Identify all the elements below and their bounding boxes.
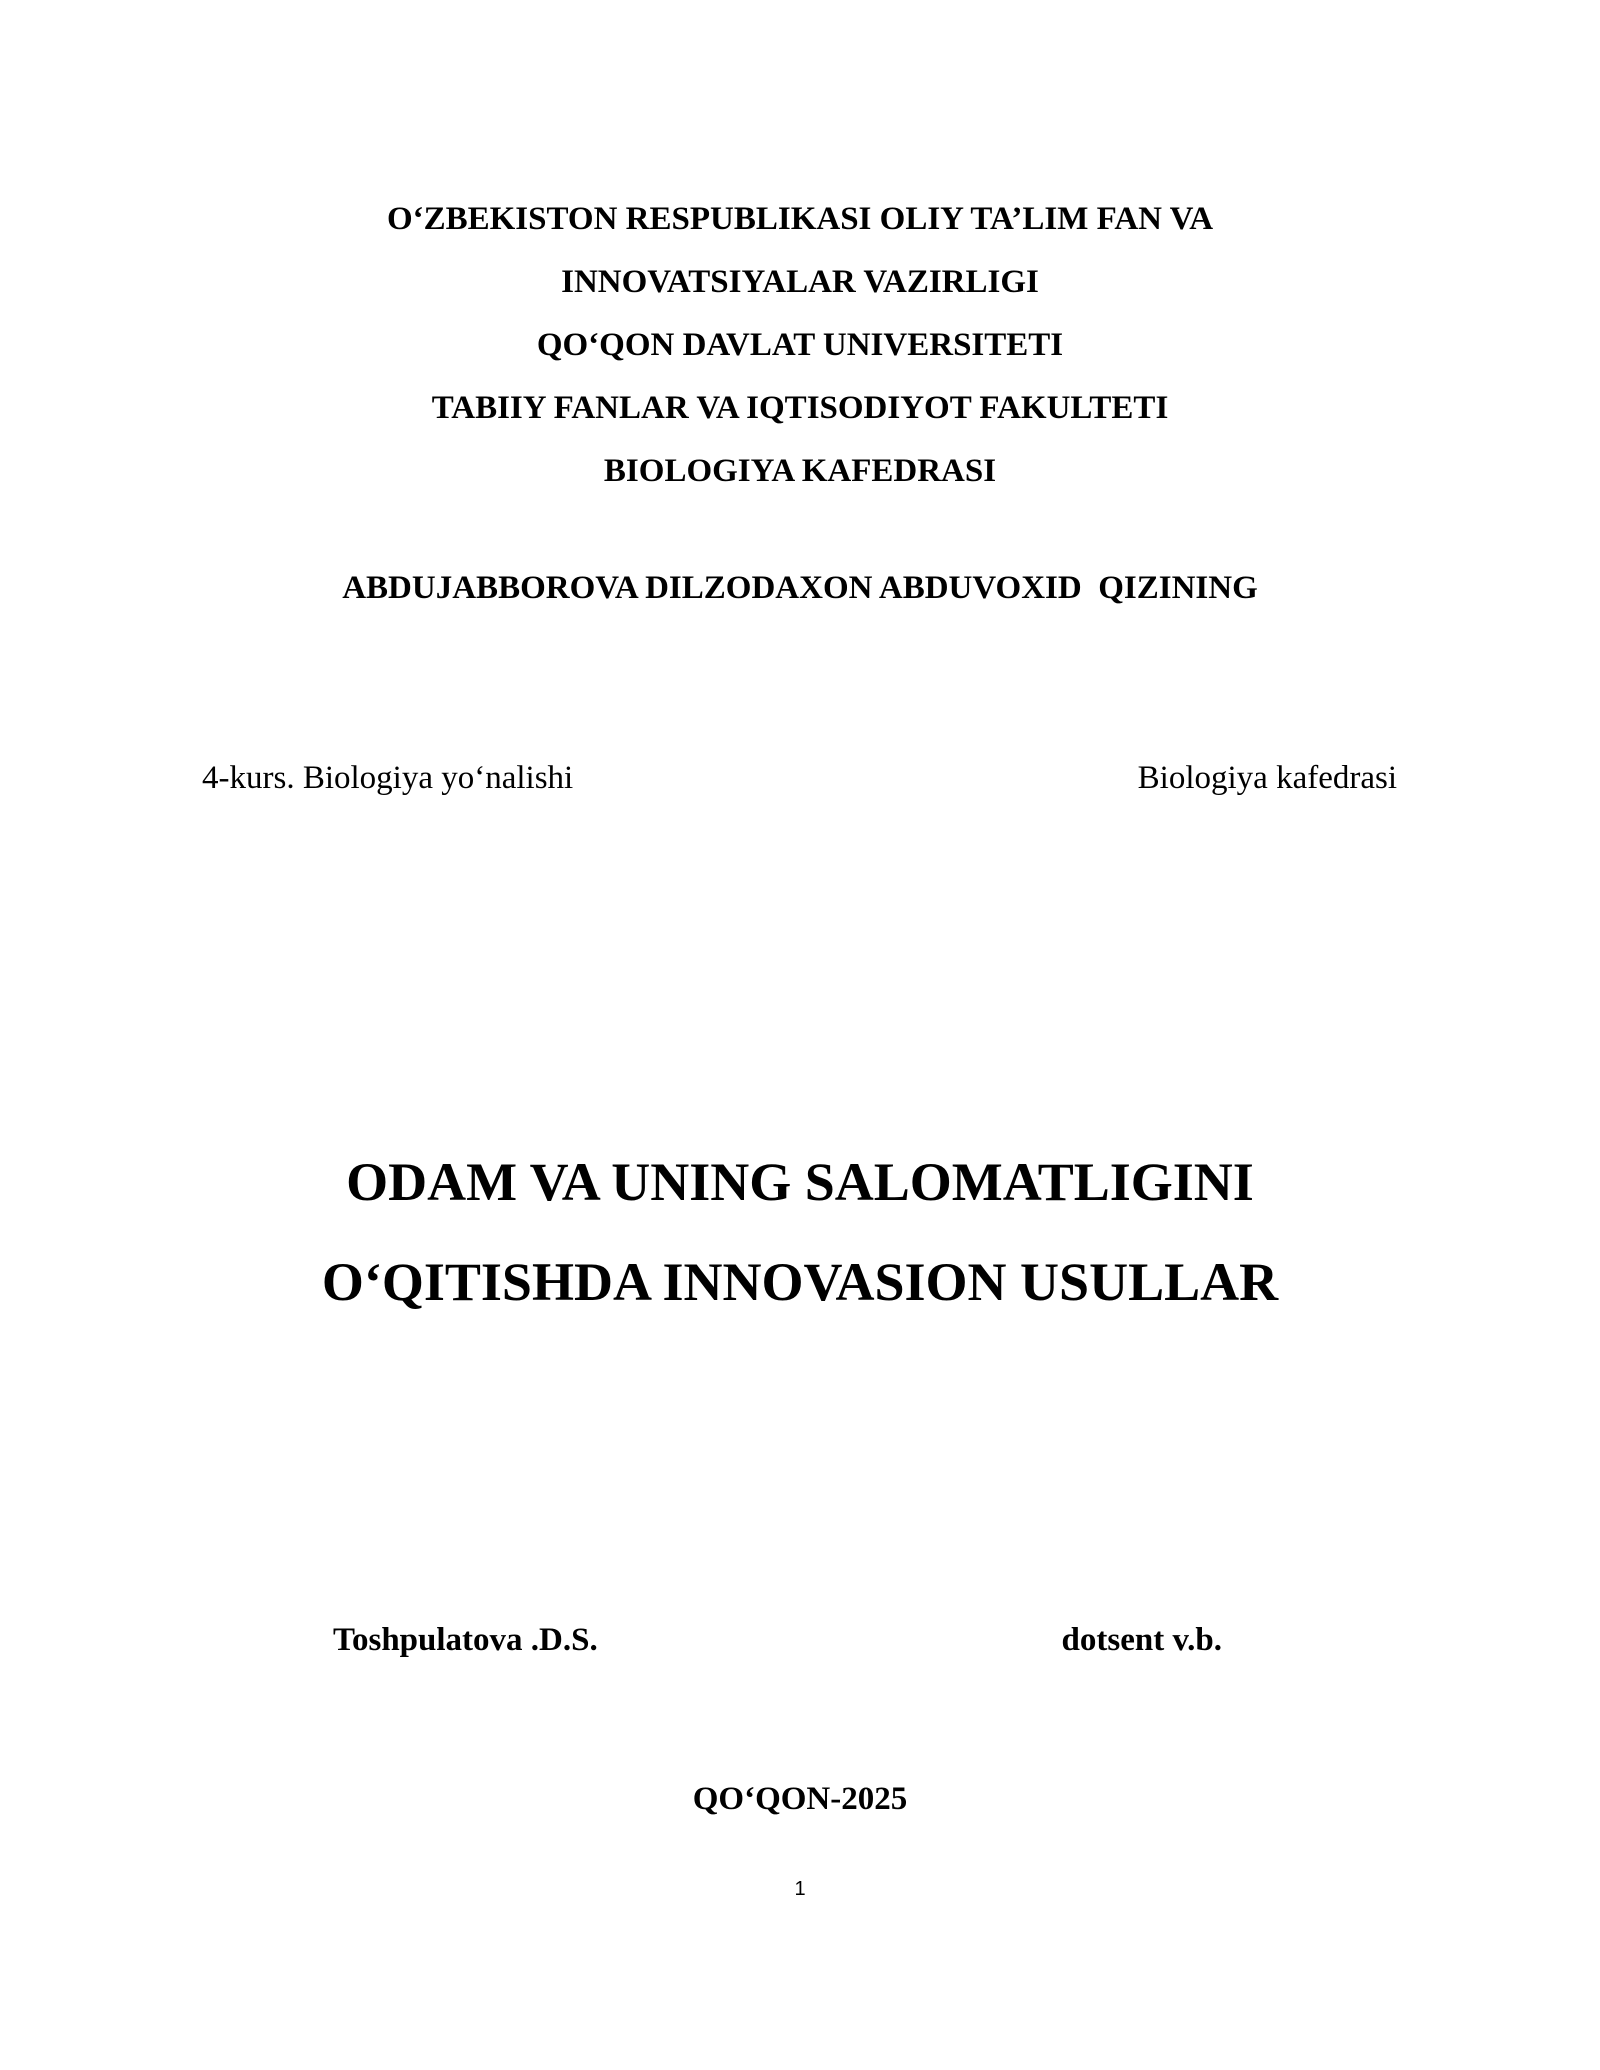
city-year: QO‘QON-2025 (692, 1781, 908, 1817)
thesis-title (0, 1132, 1600, 1332)
course-info: 4-kurs. Biologiya yo‘nalishi (202, 760, 574, 796)
student-name: ABDUJABBOROVA DILZODAXON ABDUVOXID QIZINING (342, 570, 1258, 606)
page-number: 1 (794, 1878, 806, 1900)
thesis-title-line-1: ODAM VA UNING SALOMATLIGINI (346, 1152, 1254, 1212)
supervisor-title: dotsent v.b. (1061, 1622, 1222, 1658)
header-line-department: BIOLOGIYA KAFEDRASI (603, 453, 997, 489)
header-line-ministry-1: O‘ZBEKISTON RESPUBLIKASI OLIY TA’LIM FAN VA (386, 201, 1214, 237)
ministry-header (0, 188, 1600, 503)
header-line-ministry-2: INNOVATSIYALAR VAZIRLIGI (561, 264, 1039, 300)
header-line-faculty: TABIIY FANLAR VA IQTISODIYOT FAKULTETI (431, 390, 1169, 426)
supervisor-name: Toshpulatova .D.S. (333, 1622, 598, 1658)
header-line-university: QO‘QON DAVLAT UNIVERSITETI (536, 327, 1064, 363)
department-info: Biologiya kafedrasi (1137, 760, 1397, 796)
thesis-title-line-2: O‘QITISHDA INNOVASION USULLAR (321, 1252, 1279, 1312)
